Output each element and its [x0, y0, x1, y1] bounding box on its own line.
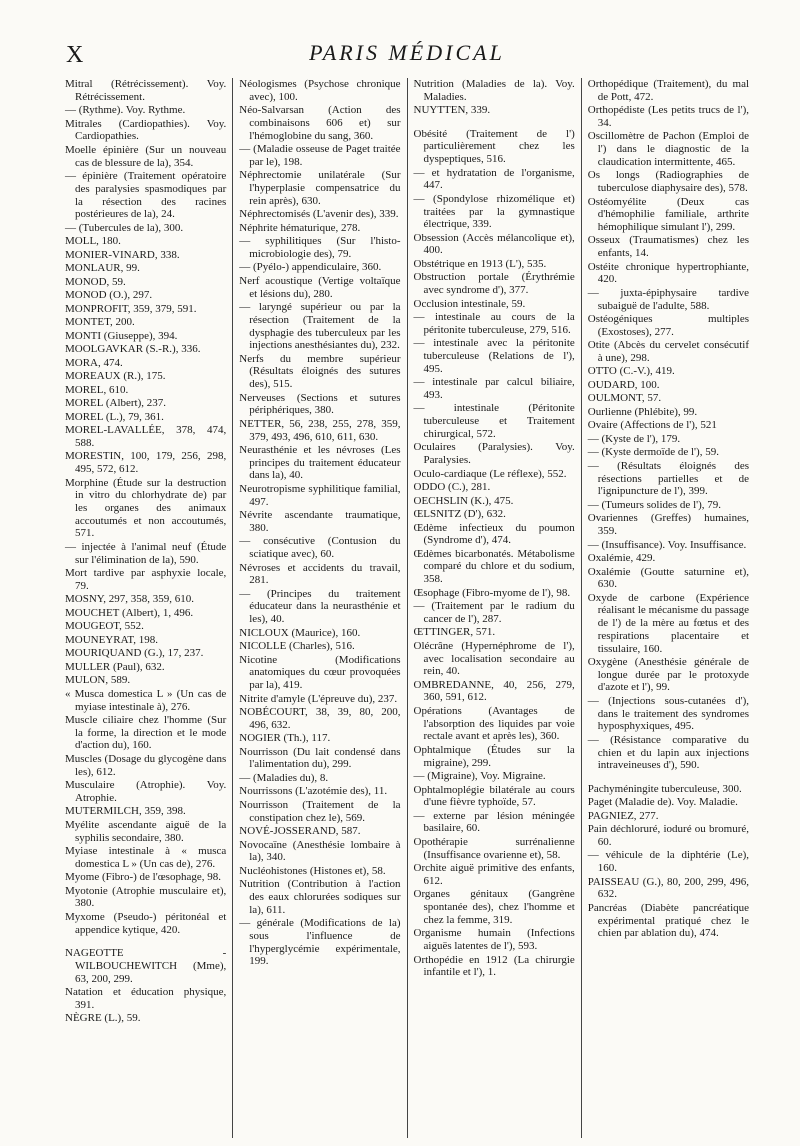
index-columns	[60, 78, 754, 1138]
index-entry: MOUCHET (Albert), 1, 496.	[65, 606, 194, 619]
index-entry: MONIER-VINARD, 338.	[65, 248, 180, 261]
index-entry: — intestinale par calcul biliaire, 493.	[413, 376, 575, 401]
index-entry: Œdèmes bicarbonatés. Métabolisme comparé du chlore et du sodium, 358.	[413, 547, 575, 586]
index-entry: Mort tardive par asphyxie locale, 79.	[65, 567, 227, 592]
index-entry: Œsophage (Fibro-myome de l'), 98.	[413, 586, 571, 599]
index-entry: NUYTTEN, 339.	[413, 104, 491, 117]
index-entry: Ovaire (Affections de l'), 521	[587, 419, 717, 432]
index-entry: NETTER, 56, 238, 255, 278, 359, 379, 493, 496, 610, 611, 630.	[239, 417, 401, 443]
index-column-3	[409, 78, 580, 1138]
index-entry: — syphilitiques (Sur l'histo-microbiologie des), 79.	[239, 235, 401, 260]
index-entry: — (Insuffisance). Voy. Insuffisance.	[587, 538, 747, 551]
index-entry: Ostéite chronique hypertrophiante, 420.	[587, 260, 750, 286]
index-entry: Pain déchloruré, ioduré ou bromuré, 60.	[587, 823, 750, 848]
index-entry: MONOD (O.), 297.	[65, 289, 153, 302]
index-entry: MONOD, 59.	[65, 275, 126, 288]
index-entry: Os longs (Radiographies de tuberculose diaphysaire des), 578.	[587, 169, 750, 195]
index-entry: Ostéomyélite (Deux cas d'hémophilie familiale, arthrite hémophilique simulant l'), 299.	[587, 195, 750, 233]
index-entry: MOREL (L.), 79, 361.	[65, 410, 164, 423]
index-entry: MULLER (Paul), 632.	[65, 660, 165, 673]
index-entry: — intestinale (Péritonite tuberculeuse et Traitement chirurgical, 572.	[413, 402, 575, 440]
index-entry: MORESTIN, 100, 179, 256, 298, 495, 572, 612.	[65, 450, 227, 476]
index-entry: Orthopédique (Traitement), du mal de Pott, 472.	[587, 78, 750, 103]
index-entry: — (Tumeurs solides de l'), 79.	[587, 498, 722, 511]
index-entry: Nicotine (Modifications anatomiques du cœur provoquées par la), 419.	[239, 653, 401, 692]
index-entry: — (Spondylose rhizomélique et) traitées par la gymnastique électrique, 339.	[413, 192, 575, 231]
index-entry: Ophtalmique (Études sur la migraine), 299.	[413, 743, 575, 769]
index-entry: NICOLLE (Charles), 516.	[239, 640, 355, 653]
index-entry: NOBÉCOURT, 38, 39, 80, 200, 496, 632.	[239, 706, 401, 731]
index-entry: Novocaïne (Anesthésie lombaire à la), 340.	[239, 838, 401, 864]
index-entry: MONTET, 200.	[65, 316, 135, 329]
index-entry: MUTERMILCH, 359, 398.	[65, 805, 186, 818]
index-entry: MOSNY, 297, 358, 359, 610.	[65, 593, 195, 606]
index-entry: Néologismes (Psychose chronique avec), 100.	[239, 78, 401, 103]
index-entry: Nourrisson (Du lait condensé dans l'alimentation du), 299.	[239, 745, 401, 771]
index-entry: — (Résistance comparative du chien et du lapin aux injections intraveineuses d'), 590.	[587, 733, 750, 772]
index-entry: ODDO (C.), 281.	[413, 481, 491, 494]
index-entry: Paget (Maladie de). Voy. Maladie.	[587, 796, 738, 809]
index-entry: « Musca domestica L » (Un cas de myiase intestinale à), 276.	[65, 687, 227, 713]
index-entry: — épinière (Traitement opératoire des paralysies spasmodiques par la résection des racines postérieures de la), 24.	[65, 170, 227, 221]
section-gap	[588, 773, 749, 783]
index-entry: — (Maladies du), 8.	[239, 771, 329, 784]
index-entry: — intestinale avec la péritonite tuberculeuse (Relations de l'), 495.	[413, 337, 575, 375]
index-entry: — véhicule de la diphtérie (Le), 160.	[587, 849, 750, 875]
index-entry: OMBREDANNE, 40, 256, 279, 360, 591, 612.	[413, 678, 575, 704]
index-entry: Nourrisson (Traitement de la constipation chez le), 569.	[239, 798, 401, 824]
index-entry: Oxyde de carbone (Expérience réalisant le mécanisme du passage de l') de la mère au fœtus et des respirations placentaire et tissulaire, 160.	[587, 591, 750, 655]
index-entry: Néphrite hématurique, 278.	[239, 221, 361, 234]
index-entry: Oculaires (Paralysies). Voy. Paralysies.	[413, 441, 575, 467]
index-entry: Myotonie (Atrophie musculaire et), 380.	[65, 884, 227, 910]
index-entry: Oxalémie, 429.	[587, 552, 656, 565]
index-entry: Nutrition (Maladies de la). Voy. Maladies.	[413, 78, 575, 103]
index-entry: Néo-Salvarsan (Action des combinaisons 606 et) sur l'hémoglobine du sang, 360.	[239, 104, 401, 142]
index-entry: Orthopédiste (Les petits trucs de l'), 34.	[587, 104, 750, 129]
index-entry: — (Traitement par le radium du cancer de l'), 287.	[413, 600, 575, 625]
index-entry: Pancréas (Diabète pancréatique expérimental pratiqué chez le chien par ablation du), 474.	[587, 901, 750, 940]
index-entry: Ostéogéniques multiples (Exostoses), 277.	[587, 313, 750, 338]
index-entry: Myélite ascendante aiguë de la syphilis secondaire, 380.	[65, 818, 227, 844]
index-entry: — externe par lésion méningée basilaire, 60.	[413, 809, 575, 835]
index-entry: Muscles (Dosage du glycogène dans les), 612.	[65, 752, 227, 778]
index-entry: MOOLGAVKAR (S.-R.), 336.	[65, 343, 201, 356]
index-entry: — générale (Modifications de la) sous l'influence de l'hyperglycémie expérimentale, 199.	[239, 917, 401, 968]
index-entry: Œdème infectieux du poumon (Syndrome d'), 474.	[413, 521, 575, 547]
index-entry: MOREL-LAVALLÉE, 378, 474, 588.	[65, 424, 227, 449]
index-entry: PAISSEAU (G.), 80, 200, 299, 496, 632.	[587, 875, 750, 901]
index-entry: — (Kyste de l'), 179.	[587, 432, 681, 445]
section-gap	[65, 937, 226, 947]
index-entry: OULMONT, 57.	[587, 392, 662, 405]
index-entry: Occlusion intestinale, 59.	[413, 297, 526, 310]
index-entry: — injectée à l'animal neuf (Étude sur l'élimination de la), 590.	[65, 540, 227, 566]
index-entry: — (Migraine), Voy. Migraine.	[413, 770, 546, 783]
index-entry: Orchite aiguë primitive des enfants, 612.	[413, 862, 575, 887]
index-entry: MOURIQUAND (G.), 17, 237.	[65, 647, 204, 660]
index-entry: OTTO (C.-V.), 419.	[587, 365, 675, 378]
section-gap	[414, 118, 575, 128]
index-entry: Névrite ascendante traumatique, 380.	[239, 509, 401, 534]
index-entry: ŒTTINGER, 571.	[413, 626, 496, 639]
index-entry: Muscle ciliaire chez l'homme (Sur la forme, la direction et le mode d'action du), 160.	[65, 714, 227, 752]
index-entry: Ophtalmoplégie bilatérale au cours d'une fièvre typhoïde, 57.	[413, 783, 575, 809]
index-entry: — (Tubercules de la), 300.	[65, 221, 184, 234]
index-entry: Myiase intestinale à « musca domestica L » (Un cas de), 276.	[65, 845, 227, 870]
index-entry: Obstruction portale (Érythrémie avec syndrome d'), 377.	[413, 271, 575, 297]
index-entry: MOUNEYRAT, 198.	[65, 633, 158, 646]
index-entry: MOREL (Albert), 237.	[65, 397, 167, 410]
index-entry: Musculaire (Atrophie). Voy. Atrophie.	[65, 779, 227, 804]
index-entry: MONPROFIT, 359, 379, 591.	[65, 302, 197, 315]
index-entry: — laryngé supérieur ou par la résection (Traitement de la dysphagie des tuberculeux par les injections anesthésiantes du), 232.	[239, 301, 401, 352]
index-column-2	[234, 78, 405, 1138]
index-entry: Morphine (Étude sur la destruction in vitro du chlorhydrate de) par les organes des animaux accoutumés et non accoutumés, 571.	[65, 476, 227, 540]
index-entry: Néphrectomie unilatérale (Sur l'hyperplasie compensatrice du rein après), 630.	[239, 169, 401, 207]
index-entry: Olécrâne (Hypernéphrome de l'), avec localisation secondaire au rein, 40.	[413, 639, 575, 678]
index-entry: Mitrales (Cardiopathies). Voy. Cardiopathies.	[65, 117, 227, 143]
index-entry: Obésité (Traitement de l') particulièrement chez les dyspeptiques, 516.	[413, 127, 575, 166]
index-entry: MOUGEOT, 552.	[65, 620, 144, 633]
index-entry: Oxygène (Anesthésie générale de longue durée par le protoxyde d'azote et l'), 99.	[587, 656, 750, 694]
index-entry: Mitral (Rétrécissement). Voy. Rétrécissement.	[65, 78, 227, 103]
index-entry: Nerfs du membre supérieur (Résultats éloignés des sutures des), 515.	[239, 352, 401, 391]
page-header	[60, 38, 754, 72]
index-entry: Neurotropisme syphilitique familial, 497.	[239, 482, 401, 508]
index-entry: MONTI (Giuseppe), 394.	[65, 329, 178, 342]
index-entry: MOREAUX (R.), 175.	[65, 370, 166, 383]
index-entry: NOVÉ-JOSSERAND, 587.	[239, 825, 361, 838]
index-entry: PAGNIEZ, 277.	[587, 809, 659, 822]
index-entry: — et hydratation de l'organisme, 447.	[413, 166, 575, 192]
index-entry: Oculo-cardiaque (Le réflexe), 552.	[413, 467, 567, 480]
index-entry: Névroses et accidents du travail, 281.	[239, 561, 401, 587]
index-entry: ŒLSNITZ (D'), 632.	[413, 508, 506, 521]
page-folio: X	[66, 42, 85, 68]
index-entry: Myome (Fibro-) de l'œsophage, 98.	[65, 871, 221, 884]
index-entry: — (Résultats éloignés des résections partielles et de l'ignipuncture de l'), 399.	[587, 459, 750, 498]
index-entry: Osseux (Traumatismes) chez les enfants, 14.	[587, 234, 750, 260]
index-entry: Nucléohistones (Histones et), 58.	[239, 864, 386, 877]
index-entry: Nerveuses (Sections et sutures périphériques, 380.	[239, 391, 401, 417]
index-entry: MOLL, 180.	[65, 235, 121, 248]
index-entry: — (Maladie osseuse de Paget traitée par le), 198.	[239, 143, 401, 168]
index-entry: OUDARD, 100.	[587, 378, 660, 391]
index-entry: NAGEOTTE - WILBOUCHEWITCH (Mme), 63, 200, 299.	[65, 947, 227, 985]
index-entry: Organisme humain (Infections aiguës latentes de l'), 593.	[413, 927, 575, 952]
index-entry: MOREL, 610.	[65, 383, 129, 396]
index-entry: Opérations (Avantages de l'absorption des liquides par voie rectale avant et après les), 360.	[413, 704, 575, 743]
index-entry: Pachyméningite tuberculeuse, 300.	[587, 782, 742, 795]
index-entry: Ourlienne (Phlébite), 99.	[587, 405, 698, 418]
column-divider	[232, 78, 233, 1138]
index-entry: Ovariennes (Greffes) humaines, 359.	[587, 512, 750, 538]
index-column-4	[583, 78, 754, 1138]
index-entry: NÈGRE (L.), 59.	[65, 1012, 141, 1025]
index-entry: Neurasthénie et les névroses (Les principes du traitement éducateur dans la), 40.	[239, 444, 401, 482]
index-entry: Natation et éducation physique, 391.	[65, 986, 227, 1011]
index-entry: Nitrite d'amyle (L'épreuve du), 237.	[239, 692, 398, 705]
running-title: PARIS MÉDICAL	[309, 40, 505, 65]
index-entry: Nutrition (Contribution à l'action des eaux chlorurées sodiques sur la), 611.	[239, 878, 401, 916]
index-entry: MORA, 474.	[65, 356, 123, 369]
index-entry: — intestinale au cours de la péritonite tuberculeuse, 279, 516.	[413, 311, 575, 336]
index-entry: OECHSLIN (K.), 475.	[413, 494, 514, 507]
index-entry: — (Principes du traitement éducateur dans la neurasthénie et les), 40.	[239, 587, 401, 626]
index-entry: MONLAUR, 99.	[65, 262, 140, 275]
index-entry: Oscillomètre de Pachon (Emploi de l') dans le diagnostic de la claudication intermittente, 465.	[587, 130, 750, 168]
index-entry: Oxalémie (Goutte saturnine et), 630.	[587, 565, 750, 591]
index-entry: Nerf acoustique (Vertige voltaïque et lésions du), 280.	[239, 274, 401, 300]
index-entry: — (Injections sous-cutanées d'), dans le traitement des syndromes hyposphyxiques, 495.	[587, 694, 750, 733]
index-entry: NICLOUX (Maurice), 160.	[239, 626, 361, 639]
index-entry: MULON, 589.	[65, 674, 131, 687]
index-entry: Opothérapie surrénalienne (Insuffisance ovarienne et), 58.	[413, 835, 575, 861]
index-entry: Otite (Abcès du cervelet consécutif à une), 298.	[587, 339, 750, 364]
index-entry: — (Rythme). Voy. Rythme.	[65, 104, 186, 117]
column-divider	[407, 78, 408, 1138]
index-entry: — juxta-épiphysaire tardive subaiguë de l'adulte, 588.	[587, 286, 750, 312]
index-entry: NOGIER (Th.), 117.	[239, 732, 331, 745]
index-column-1	[60, 78, 231, 1138]
index-entry: Obstétrique en 1913 (L'), 535.	[413, 257, 547, 270]
column-divider	[581, 78, 582, 1138]
index-entry: Myxome (Pseudo-) péritonéal et appendice kytique, 420.	[65, 910, 227, 936]
index-entry: Organes génitaux (Gangrène spontanée des), chez l'homme et chez la femme, 319.	[413, 888, 575, 926]
index-entry: — (Kyste dermoïde de l'), 59.	[587, 446, 719, 459]
index-entry: Orthopédie en 1912 (La chirurgie infantile et l'), 1.	[413, 953, 575, 979]
index-entry: Obsession (Accès mélancolique et), 400.	[413, 231, 575, 257]
index-entry: Moelle épinière (Sur un nouveau cas de blessure de la), 354.	[65, 143, 227, 169]
index-entry: Nourrissons (L'azotémie des), 11.	[239, 785, 388, 798]
index-entry: — (Pyélo-) appendiculaire, 360.	[239, 261, 382, 274]
index-entry: — consécutive (Contusion du sciatique avec), 60.	[239, 535, 401, 561]
index-entry: Néphrectomisés (L'avenir des), 339.	[239, 208, 399, 221]
